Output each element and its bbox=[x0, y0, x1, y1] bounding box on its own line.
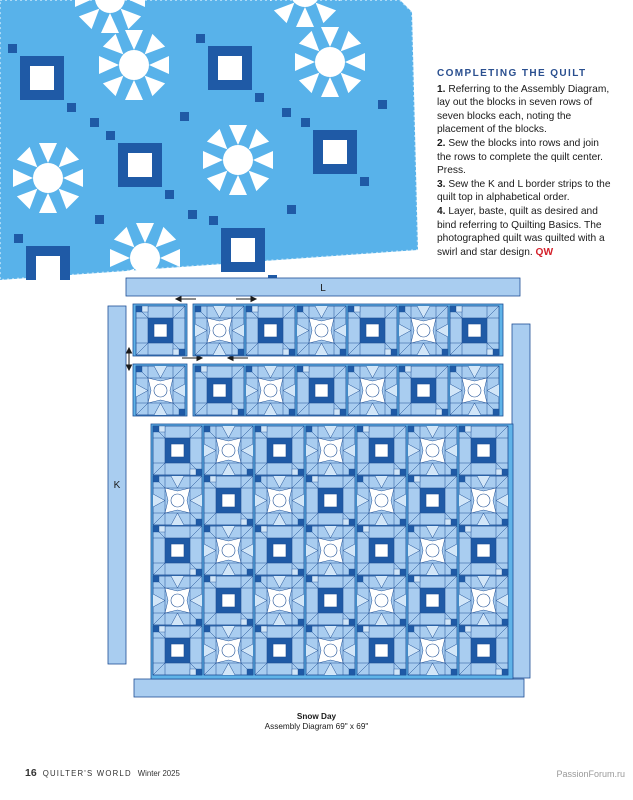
diagram-quilt-center bbox=[151, 424, 513, 679]
quilt-photo bbox=[0, 0, 420, 280]
caption-title: Snow Day bbox=[296, 712, 337, 721]
step-2: 2. Sew the blocks into rows and join the rows to complete the quilt center. Press. bbox=[437, 137, 603, 177]
step-3: 3. Sew the K and L border strips to the quilt top in alphabetical order. bbox=[437, 178, 611, 204]
assembly-diagram bbox=[0, 270, 633, 710]
diagram-row-1 bbox=[133, 304, 503, 356]
diagram-row-2 bbox=[133, 364, 503, 416]
magazine-name: QUILTER'S WORLD bbox=[42, 769, 132, 778]
step-4: 4. Layer, baste, quilt as desired and bind referring to Quilting Basics. The photographed quilt was quilted with a swirl and star design. QW bbox=[437, 205, 605, 258]
section-heading: COMPLETING THE QUILT bbox=[437, 68, 587, 79]
border-strip-k-right bbox=[512, 324, 530, 678]
page-number: 16 bbox=[25, 767, 37, 779]
end-mark: QW bbox=[535, 246, 554, 258]
border-label-l: L bbox=[320, 283, 326, 294]
border-strip-l-bottom bbox=[134, 679, 524, 697]
instructions-column bbox=[437, 67, 615, 259]
step-1: 1. Referring to the Assembly Diagram, lay out the blocks in seven rows of seven blocks each, noting the placement of the blocks. bbox=[437, 83, 610, 136]
diagram-caption bbox=[0, 712, 633, 732]
page-footer bbox=[25, 767, 180, 779]
caption-subtitle: Assembly Diagram 69" x 69" bbox=[264, 722, 369, 731]
watermark: PassionForum.ru bbox=[556, 769, 625, 779]
border-label-k: K bbox=[113, 480, 121, 491]
issue-date: Winter 2025 bbox=[137, 769, 180, 778]
